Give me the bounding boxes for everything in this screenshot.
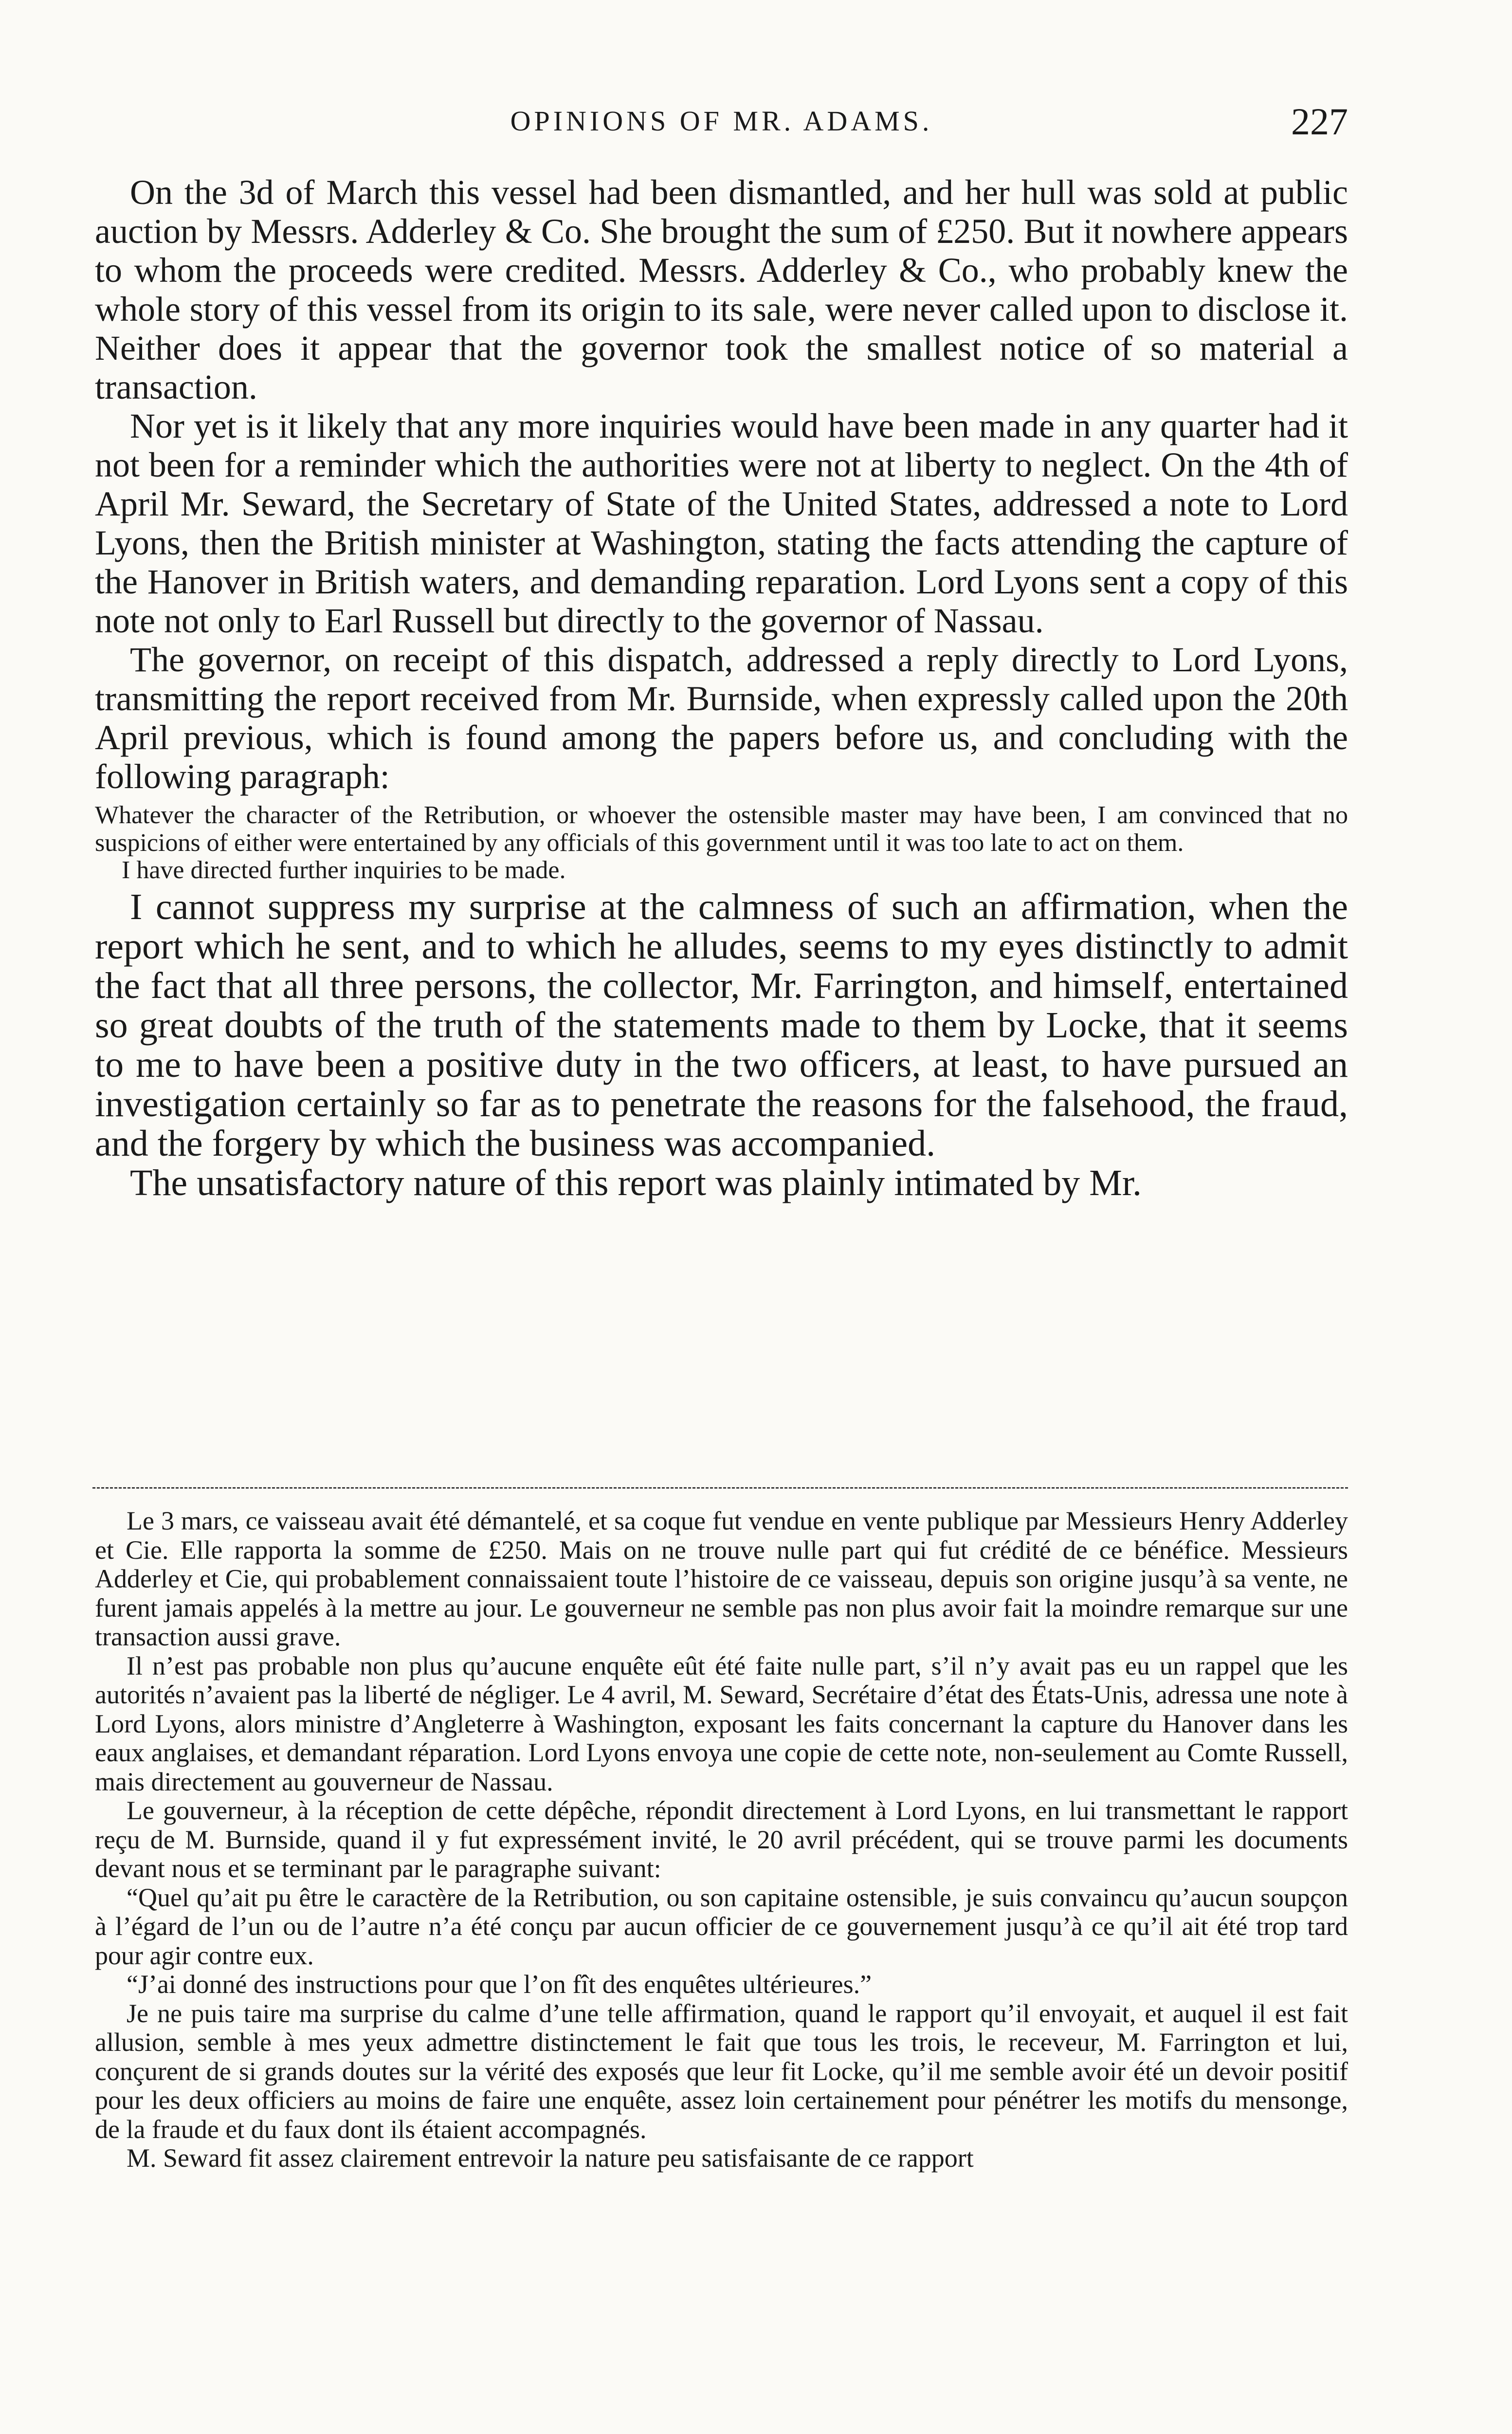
quote-paragraph: I have directed further inquiries to be made. — [122, 856, 566, 884]
paragraph: I cannot suppress my surprise at the calmness of such an affirmation, when the report which he sent, and to which he alludes, seems to my eyes distinctly to admit the fact that all three persons, the collector, Mr. Farrington, and himself, entertained so great doubts of the truth of the statements made to them by Locke, that it seems to me to have been a positive duty in the two officers, at least, to have pursued an investigation certainly so far as to penetrate the reasons for the falsehood, the fraud, and the forgery by which the business was accompanied. — [95, 886, 1348, 1164]
english-text — [95, 173, 1348, 1203]
paragraph: M. Seward fit assez clairement entrevoir la nature peu satisfaisante de ce rapport — [127, 2143, 974, 2173]
paragraph: Le 3 mars, ce vaisseau avait été démantelé, et sa coque fut vendue en vente publique par Messieurs Henry Adderley et Cie. Elle rapporta la somme de £250. Mais on ne trouve nulle part qui fut crédité de ce bénéfice. Messieurs Adderley et Cie, qui probablement connaissaient toute l’histoire de ce vaisseau, depuis son origine jusqu’à sa vente, ne furent jamais appelés à la mettre au jour. Le gouverneur ne semble pas non plus avoir fait la moindre remarque sur une transaction aussi grave. — [95, 1506, 1348, 1651]
block-quote — [95, 802, 1348, 885]
page-header — [95, 100, 1348, 153]
page-number: 227 — [1291, 100, 1348, 143]
paragraph: Le gouverneur, à la réception de cette dépêche, répondit directement à Lord Lyons, en lui transmettant le rapport reçu de M. Burnside, quand il y fut expressément invité, le 20 avril précédent, qui se trouve parmi les documents devant nous et se terminant par le paragraphe suivant: — [95, 1796, 1348, 1883]
section-divider — [92, 1487, 1348, 1489]
paragraph: Il n’est pas probable non plus qu’aucune enquête eût été faite nulle part, s’il n’y avait pas eu un rappel que les autorités n’avaient pas la liberté de négliger. Le 4 avril, M. Seward, Secrétaire d’état des États-Unis, adressa une note à Lord Lyons, alors ministre d’Angleterre à Washington, exposant les faits concernant la capture du Hanover dans les eaux anglaises, et demandant réparation. Lord Lyons envoya une copie de cette note, non-seulement au Comte Russell, mais directement au gouverneur de Nassau. — [95, 1651, 1348, 1796]
paragraph: The unsatisfactory nature of this report was plainly intimated by Mr. — [130, 1162, 1142, 1203]
french-translation — [95, 1507, 1348, 2173]
running-head: OPINIONS OF MR. ADAMS. — [510, 105, 933, 137]
paragraph: Nor yet is it likely that any more inquiries would have been made in any quarter had it not been for a reminder which the authorities were not at liberty to neglect. On the 4th of April Mr. Seward, the Secretary of State of the United States, addressed a note to Lord Lyons, then the British minister at Washington, stating the facts attending the capture of the Hanover in British waters, and demanding reparation. Lord Lyons sent a copy of this note not only to Earl Russell but directly to the governor of Nassau. — [95, 406, 1348, 640]
paragraph: On the 3d of March this vessel had been dismantled, and her hull was sold at public auction by Messrs. Adderley & Co. She brought the sum of £250. But it nowhere appears to whom the proceeds were credited. Messrs. Adderley & Co., who probably knew the whole story of this vessel from its origin to its sale, were never called upon to disclose it. Neither does it appear that the governor took the smallest notice of so material a transaction. — [95, 173, 1348, 406]
quote-paragraph: “Quel qu’ait pu être le caractère de la Retribution, ou son capitaine ostensible, je suis convaincu qu’aucun soupçon à l’égard de l’un ou de l’autre n’a été conçu par aucun officier de ce gouvernement jusqu’à ce qu’il ait été trop tard pour agir contre eux. — [95, 1882, 1348, 1970]
quote-paragraph: Whatever the character of the Retribution, or whoever the ostensible master may have been, I am convinced that no suspicions of either were entertained by any officials of this government until it was too late to act on them. — [95, 801, 1348, 857]
paragraph: Je ne puis taire ma surprise du calme d’une telle affirmation, quand le rapport qu’il envoyait, et auquel il est fait allusion, semble à mes yeux admettre distinctement le fait que tous les trois, le receveur, M. Farrington et lui, conçurent de si grands doutes sur la vérité des exposés que leur fit Locke, qu’il me semble avoir été un devoir positif pour les deux officiers au moins de faire une enquête, assez loin certainement pour pénétrer les motifs du mensonge, de la fraude et du faux dont ils étaient accompagnés. — [95, 1998, 1348, 2144]
quote-paragraph: “J’ai donné des instructions pour que l’on fît des enquêtes ultérieures.” — [127, 1970, 872, 1999]
paragraph: The governor, on receipt of this dispatch, addressed a reply directly to Lord Lyons, transmitting the report received from Mr. Burnside, when expressly called upon the 20th April previous, which is found among the papers before us, and concluding with the following paragraph: — [95, 640, 1348, 796]
